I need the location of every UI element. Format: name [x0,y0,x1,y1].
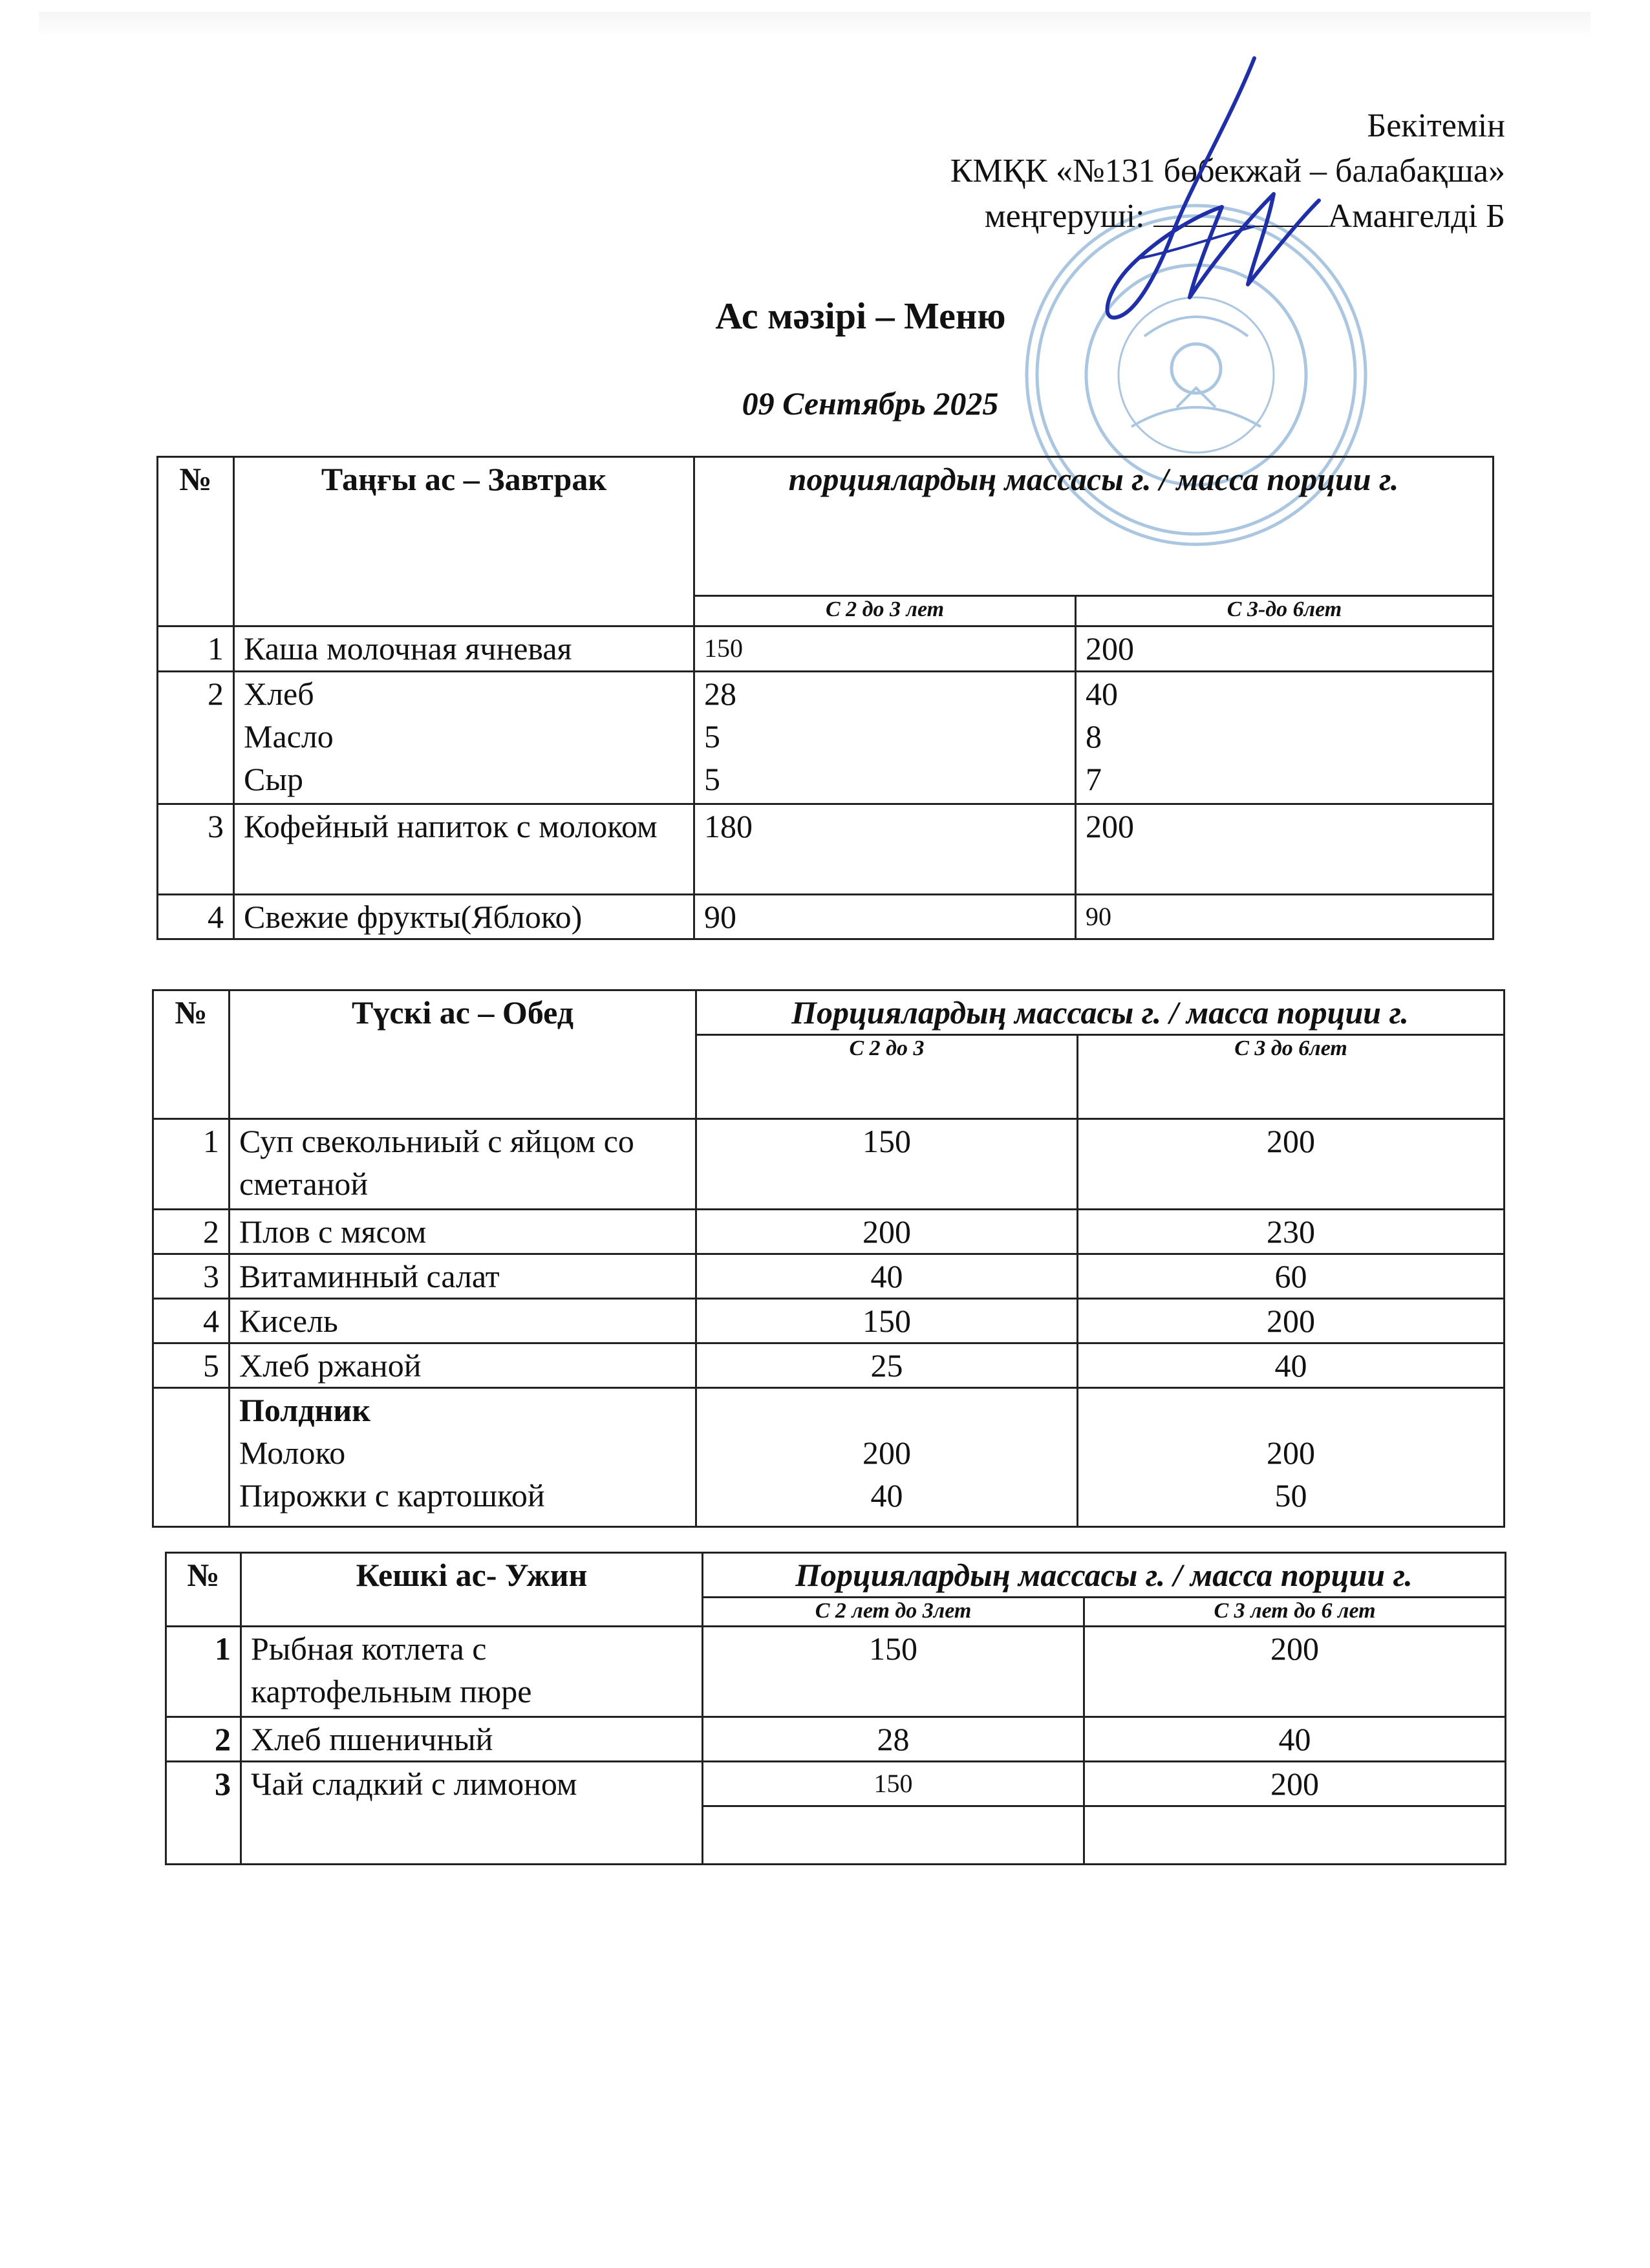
portion-3-6: 8 [1086,718,1102,754]
breakfast-num-header: № [158,457,234,626]
dinner-num-header: № [166,1553,241,1627]
lunch-age-2-3: С 2 до 3 [696,1035,1078,1119]
snack-row [153,1388,1505,1527]
portion-3-6: 40 [1084,1717,1506,1762]
dish-name: Кисель [230,1299,696,1343]
breakfast-age-2-3: С 2 до 3 лет [694,596,1076,626]
dinner-age-3-6: С 3 лет до 6 лет [1084,1598,1506,1627]
portion-3-6: 40 [1078,1343,1505,1388]
signatory-role: меңгеруші: [984,198,1145,235]
dish-name: Рыбная котлета с картофельным пюре [241,1627,703,1717]
breakfast-age-3-6: С 3-до 6лет [1076,596,1494,626]
row-number: 4 [153,1299,230,1343]
dinner-meal-header: Кешкі ас- Ужин [241,1553,703,1627]
portion-3-6: 50 [1274,1477,1307,1514]
lunch-header-row [153,990,1505,1035]
portion-2-3: 25 [696,1343,1078,1388]
snack-title: Полдник [239,1392,371,1428]
dish-name: Плов с мясом [230,1210,696,1254]
lunch-table [152,989,1505,1528]
dish-name: Суп свекольниый с яйцом со сметаной [230,1119,696,1210]
dish-name: Молоко [239,1435,346,1471]
lunch-num-header: № [153,990,230,1119]
portion-3-6: 200 [1076,804,1494,895]
portion-3-6: 200 [1078,1119,1505,1210]
table-row [153,1343,1505,1388]
portion-2-3: 28 [704,676,736,712]
lunch-mass-header: Порциялардың массасы г. / масса порции г. [696,990,1505,1035]
portion-3-6: 200 [1084,1627,1506,1717]
dish-name: Чай сладкий с лимоном [241,1762,703,1865]
row-number: 3 [166,1762,241,1865]
signatory-name: Амангелді Б [1327,198,1505,235]
dinner-age-2-3: С 2 лет до 3лет [703,1598,1084,1627]
portion-3-6: 7 [1086,761,1102,797]
approval-title: Бекітемін [1367,107,1505,144]
portion-3-6: 200 [1076,626,1494,672]
table-row [153,1254,1505,1299]
portion-3-6: 200 [1078,1299,1505,1343]
portion-3-6: 40 [1086,676,1118,712]
portion-2-3: 150 [703,1762,1084,1806]
dinner-table [165,1552,1506,1865]
row-number: 2 [166,1717,241,1762]
table-row [158,626,1494,672]
snack-number-empty [153,1388,230,1527]
empty-cell [703,1806,1084,1865]
breakfast-meal-header: Таңғы ас – Завтрак [234,457,694,626]
scan-artifact [39,12,1591,37]
portion-3-6: 60 [1078,1254,1505,1299]
table-row [153,1299,1505,1343]
row-number: 2 [158,672,234,804]
table-row [166,1762,1506,1806]
row-number: 5 [153,1343,230,1388]
portion-2-3: 150 [694,626,1076,672]
portion-2-3: 90 [694,895,1076,939]
portion-3-6: 200 [1267,1435,1315,1471]
row-number: 1 [153,1119,230,1210]
portion-2-3: 40 [696,1254,1078,1299]
portion-2-3: 5 [704,761,720,797]
portion-2-3: 5 [704,718,720,754]
row-number: 3 [153,1254,230,1299]
dish-name-list [234,672,694,804]
table-row [166,1627,1506,1717]
row-number: 1 [166,1627,241,1717]
dinner-mass-header: Порциялардың массасы г. / масса порции г. [703,1553,1506,1598]
approval-organization: КМҚК «№131 бөбекжай – балабақша» [950,153,1505,189]
table-row [153,1119,1505,1210]
portion-2-3: 150 [696,1299,1078,1343]
portion-2-3: 150 [696,1119,1078,1210]
row-number: 1 [158,626,234,672]
table-row [153,1210,1505,1254]
dish-name: Хлеб пшеничный [241,1717,703,1762]
signature-mark [1060,45,1332,343]
breakfast-header-row [158,457,1494,596]
snack-dishes [230,1388,696,1527]
table-row [166,1717,1506,1762]
portion-2-3: 40 [870,1477,903,1514]
row-number: 2 [153,1210,230,1254]
row-number: 4 [158,895,234,939]
portion-2-3: 200 [696,1210,1078,1254]
table-row [158,895,1494,939]
menu-date: 09 Сентябрь 2025 [742,385,999,422]
breakfast-table [156,456,1494,940]
portion-3-6: 230 [1078,1210,1505,1254]
lunch-age-3-6: С 3 до 6лет [1078,1035,1505,1119]
page-title: Ас мәзірі – Меню [715,295,1006,337]
dish-name: Витаминный салат [230,1254,696,1299]
portion-2-3-list [694,672,1076,804]
dish-name: Каша молочная ячневая [234,626,694,672]
portion-3-6: 200 [1084,1762,1506,1806]
snack-portion-3-6-list [1078,1388,1505,1527]
row-number: 3 [158,804,234,895]
portion-2-3: 150 [703,1627,1084,1717]
table-row [158,804,1494,895]
dish-name: Хлеб [244,676,314,712]
dish-name: Сыр [244,761,303,797]
portion-3-6: 90 [1076,895,1494,939]
portion-2-3: 28 [703,1717,1084,1762]
portion-2-3: 180 [694,804,1076,895]
dish-name: Свежие фрукты(Яблоко) [234,895,694,939]
dish-name: Кофейный напиток с молоком [234,804,694,895]
dish-name: Пирожки с картошкой [239,1477,545,1514]
dish-name: Хлеб ржаной [230,1343,696,1388]
dinner-header-row [166,1553,1506,1598]
snack-portion-2-3-list [696,1388,1078,1527]
dish-name: Масло [244,718,334,754]
portion-2-3: 200 [862,1435,911,1471]
breakfast-mass-header: порциялардың массасы г. / масса порции г. [694,457,1494,596]
empty-cell [1084,1806,1506,1865]
lunch-meal-header: Түскі ас – Обед [230,990,696,1119]
table-row [158,672,1494,804]
portion-3-6-list [1076,672,1494,804]
